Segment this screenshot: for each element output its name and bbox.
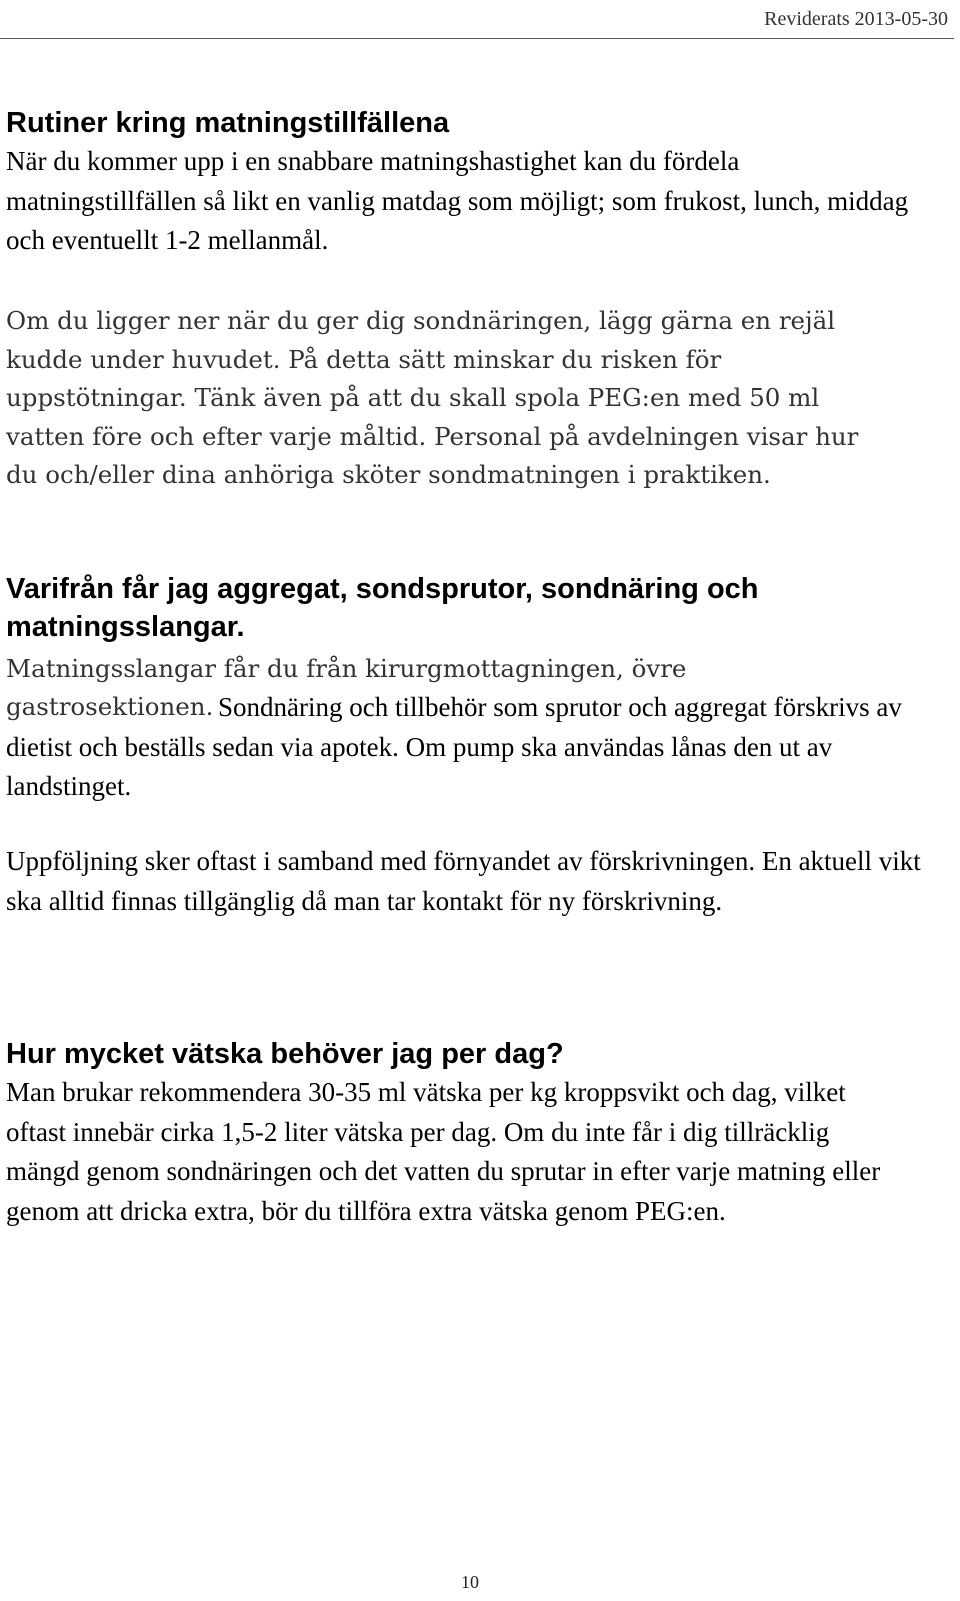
paragraph-supplies-1-a: Matningsslangar får du från kirurgmottagningen, övre gastrosektionen. xyxy=(6,654,687,721)
paragraph-routines-2-text-b: Personal på avdelningen visar hur du och/eller dina anhöriga sköter sondmatningen i praktiken. xyxy=(6,421,859,489)
section-fluids xyxy=(6,1035,946,1231)
page-number: 10 xyxy=(461,1572,479,1592)
section-heading-routines: Rutiner kring matningstillfällena xyxy=(6,107,450,139)
paragraph-supplies-2: Uppföljning sker oftast i samband med förnyandet av förskrivningen. En aktuell vikt ska alltid finnas tillgänglig då man tar kontakt för ny förskrivning. xyxy=(6,846,921,916)
section-routines-continued xyxy=(6,302,946,495)
section-heading-supplies: Varifrån får jag aggregat, sondsprutor, sondnäring och matningsslangar. xyxy=(6,573,759,643)
paragraph-routines-2 xyxy=(6,302,896,495)
paragraph-routines-2-text-a: Om du ligger ner när du ger dig sondnäringen, lägg gärna en rejäl kudde under huvudet. På detta sätt minskar du risken för uppstötningar. Tänk även på att du skall spola PEG:en med 50 ml vatten före och efter varje måltid. xyxy=(6,306,836,451)
section-supplies-followup xyxy=(6,842,946,921)
section-routines xyxy=(6,104,946,261)
header-divider xyxy=(0,38,954,39)
revision-date: Reviderats 2013-05-30 xyxy=(764,8,948,30)
paragraph-fluids-1: Man brukar rekommendera 30-35 ml vätska per kg kroppsvikt och dag, vilket oftast innebär cirka 1,5-2 liter vätska per dag. Om du inte får i dig tillräcklig mängd genom sondnäringen och det vatten du sprutar in efter varje matning eller genom att dricka extra, bör du tillföra extra vätska genom PEG:en. xyxy=(6,1077,881,1226)
paragraph-supplies-1-b: Sondnäring och tillbehör som sprutor och aggregat förskrivs av dietist och beställs sedan via apotek. Om pump ska användas lånas den ut av landstinget. xyxy=(6,692,902,801)
section-supplies-body-2 xyxy=(6,688,946,807)
section-supplies xyxy=(6,570,946,646)
section-heading-fluids: Hur mycket vätska behöver jag per dag? xyxy=(6,1038,564,1070)
paragraph-routines-1: När du kommer upp i en snabbare matningshastighet kan du fördela matningstillfällen så likt en vanlig matdag som möjligt; som frukost, lunch, middag och eventuellt 1-2 mellanmål. xyxy=(6,146,909,255)
